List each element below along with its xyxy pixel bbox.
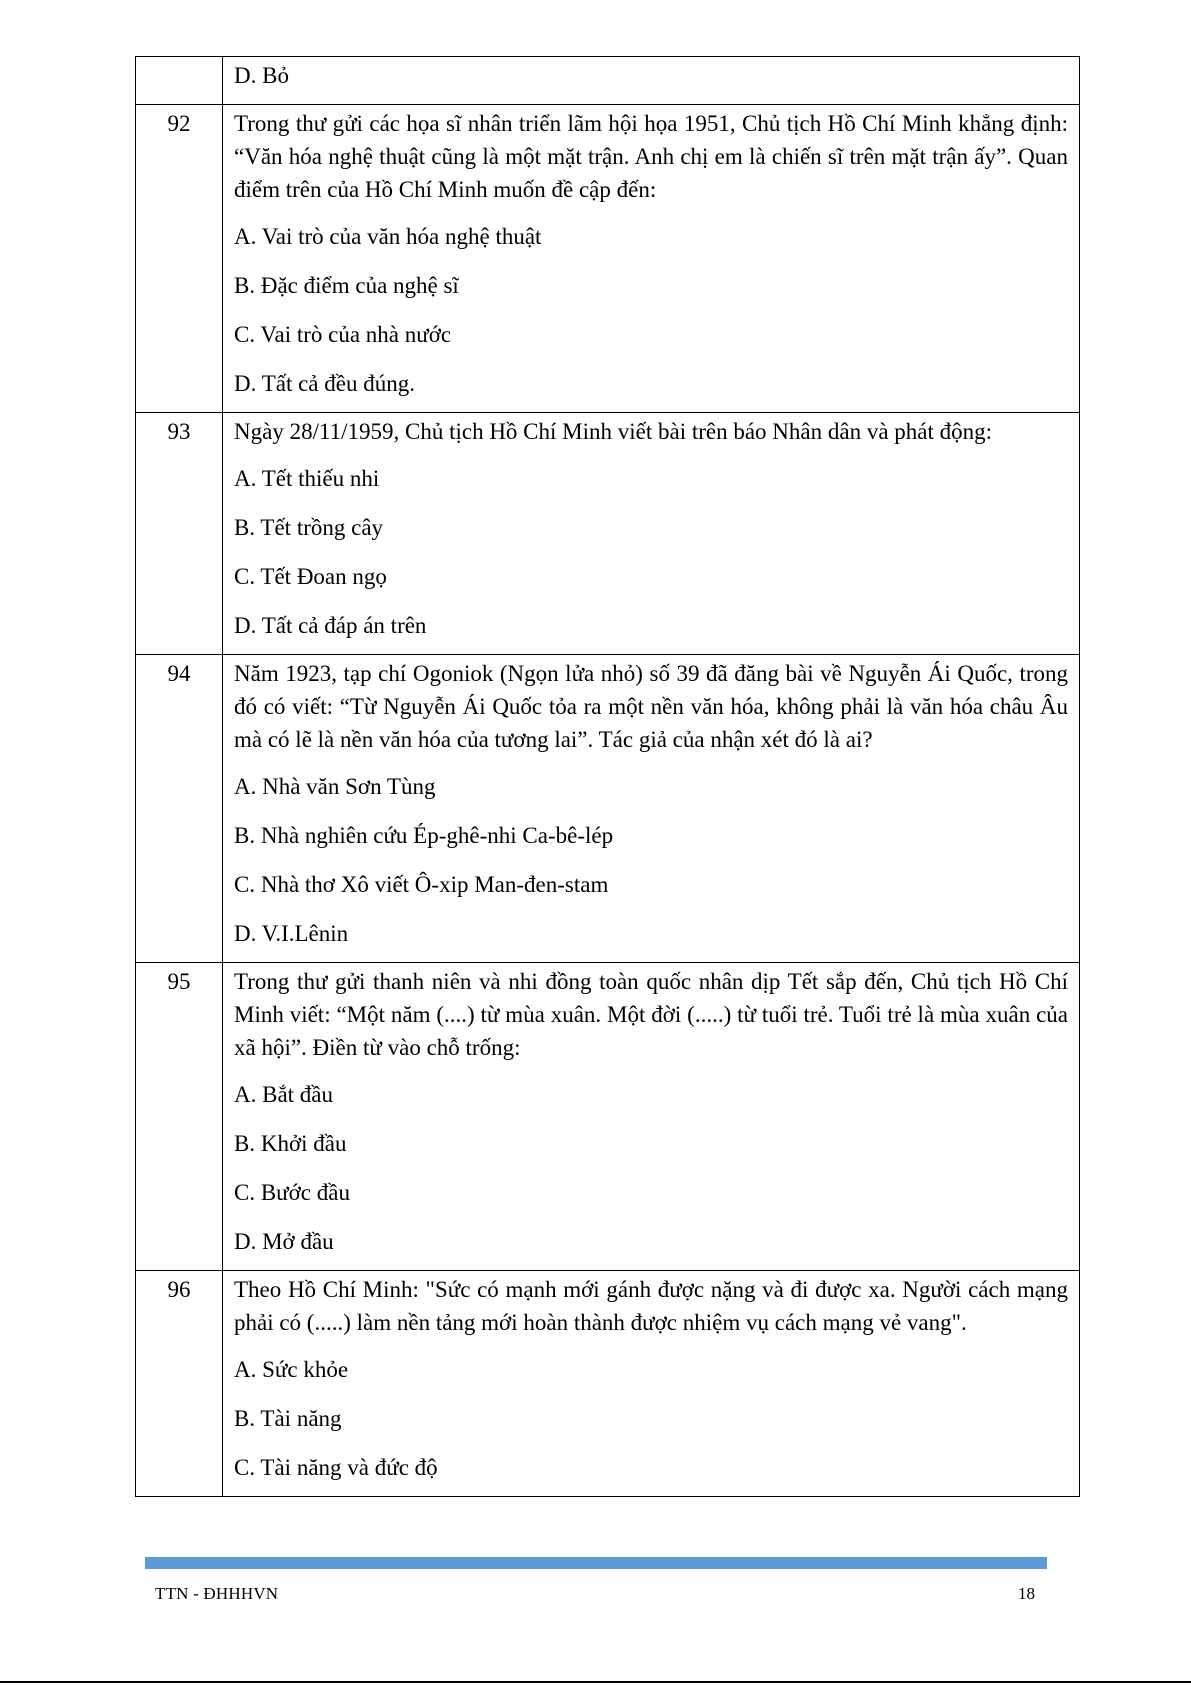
question-text: Theo Hồ Chí Minh: "Sức có mạnh mới gánh được nặng và đi được xa. Người cách mạng phải có (.....) làm nền tảng mới hoàn thành được nhiệm vụ cách mạng vẻ vang". [234, 1277, 1068, 1335]
question-number: 92 [167, 111, 191, 136]
question-number: 93 [167, 419, 191, 444]
question-row [136, 655, 1080, 963]
question-number: 96 [167, 1277, 191, 1302]
question-content-cell [223, 1271, 1080, 1497]
question-table-body [136, 57, 1080, 1497]
cell-spacer [234, 642, 1068, 654]
question-text: Ngày 28/11/1959, Chủ tịch Hồ Chí Minh viết bài trên báo Nhân dân và phát động: [234, 419, 993, 444]
question-content-cell [223, 57, 1080, 105]
question-content-cell [223, 413, 1080, 655]
question-text: Năm 1923, tạp chí Ogoniok (Ngọn lửa nhỏ) số 39 đã đăng bài về Nguyễn Ái Quốc, trong đó có viết: “Từ Nguyễn Ái Quốc tỏa ra một nền văn hóa, không phải là văn hóa châu Âu mà có lẽ là nền văn hóa của tương lai”. Tác giả của nhận xét đó là ai? [234, 661, 1068, 752]
answer-option: D. Tất cả đều đúng. [234, 371, 415, 396]
answer-option: B. Tết trồng cây [234, 515, 384, 540]
answer-option: A. Vai trò của văn hóa nghệ thuật [234, 224, 542, 249]
question-number-cell [136, 655, 223, 963]
question-content-cell [223, 655, 1080, 963]
answer-option: D. Tất cả đáp án trên [234, 613, 427, 638]
answer-option: C. Tài năng và đức độ [234, 1455, 438, 1480]
question-number [136, 57, 222, 59]
cell-spacer [234, 1484, 1068, 1496]
answer-option: A. Nhà văn Sơn Tùng [234, 774, 436, 799]
question-row [136, 413, 1080, 655]
footer-org-label: TTN - ĐHHHVN [155, 1584, 279, 1603]
question-number-cell [136, 105, 223, 413]
answer-option: B. Tài năng [234, 1406, 342, 1431]
question-content-cell [223, 963, 1080, 1271]
answer-option: A. Bắt đầu [234, 1082, 334, 1107]
cell-spacer [234, 1258, 1068, 1270]
cell-spacer [234, 92, 1068, 104]
question-number: 94 [167, 661, 191, 686]
answer-option: D. Bỏ [234, 63, 289, 88]
question-row [136, 1271, 1080, 1497]
question-row [136, 57, 1080, 105]
question-row [136, 105, 1080, 413]
answer-option: B. Đặc điểm của nghệ sĩ [234, 273, 459, 298]
question-text: Trong thư gửi thanh niên và nhi đồng toàn quốc nhân dịp Tết sắp đến, Chủ tịch Hồ Chí Minh viết: “Một năm (....) từ mùa xuân. Một đời (.....) từ tuổi trẻ. Tuổi trẻ là mùa xuân của xã hội”. Điền từ vào chỗ trống: [234, 969, 1068, 1060]
page-bottom-rule [0, 1681, 1191, 1683]
question-row [136, 963, 1080, 1271]
question-text: Trong thư gửi các họa sĩ nhân triển lãm hội họa 1951, Chủ tịch Hồ Chí Minh khẳng định: “Văn hóa nghệ thuật cũng là một mặt trận. Anh chị em là chiến sĩ trên mặt trận ấy”. Quan điểm trên của Hồ Chí Minh muốn đề cập đến: [234, 111, 1068, 202]
question-number-cell [136, 57, 223, 105]
question-number-cell [136, 963, 223, 1271]
answer-option: B. Nhà nghiên cứu Ép-ghê-nhi Ca-bê-lép [234, 823, 614, 848]
answer-option: C. Bước đầu [234, 1180, 350, 1205]
question-content-cell [223, 105, 1080, 413]
footer-divider-bar [145, 1557, 1047, 1569]
answer-option: C. Vai trò của nhà nước [234, 322, 452, 347]
answer-option: A. Tết thiếu nhi [234, 466, 380, 491]
answer-option: B. Khởi đầu [234, 1131, 347, 1156]
footer-page-number: 18 [1018, 1584, 1035, 1603]
answer-option: C. Tết Đoan ngọ [234, 564, 387, 589]
answer-option: C. Nhà thơ Xô viết Ô-xip Man-đen-stam [234, 872, 609, 897]
question-number-cell [136, 413, 223, 655]
answer-option: D. Mở đầu [234, 1229, 334, 1254]
cell-spacer [234, 950, 1068, 962]
answer-option: A. Sức khỏe [234, 1357, 349, 1382]
question-number: 95 [167, 969, 191, 994]
question-table [135, 56, 1080, 1497]
question-number-cell [136, 1271, 223, 1497]
answer-option: D. V.I.Lênin [234, 921, 349, 946]
cell-spacer [234, 400, 1068, 412]
